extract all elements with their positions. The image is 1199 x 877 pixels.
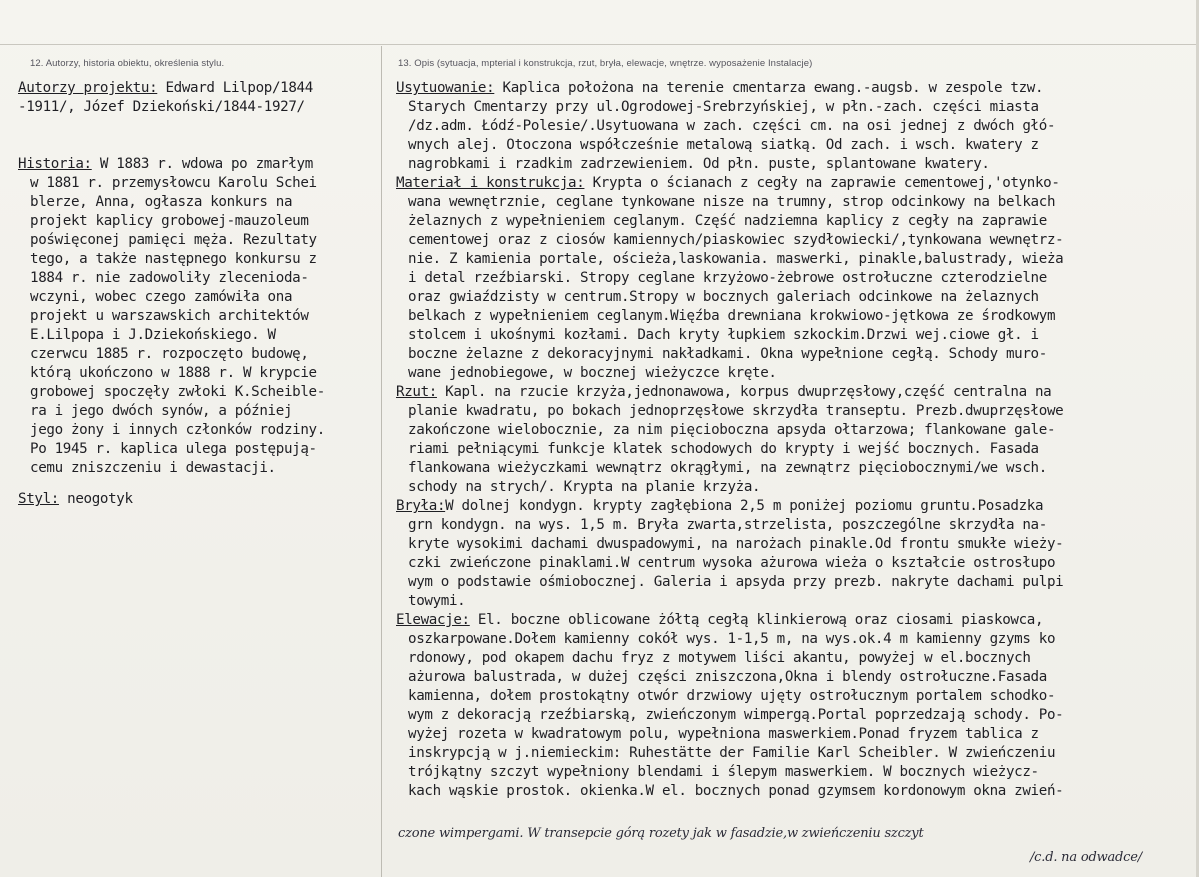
- style-value: neogotyk: [58, 491, 133, 507]
- material-paragraph: [396, 193, 1063, 383]
- handwritten-note: /c.d. na odwadce/: [1030, 850, 1142, 865]
- style-line: [18, 490, 325, 509]
- material-line: boczne żelazne z dekoracyjnymi nakładkami. Okna wypełnione cegłą. Schody muro-: [408, 346, 1047, 362]
- plan-line: riami pełniącymi funkcje klatek schodowych do krypty i wejść bocznych. Fasada: [408, 441, 1039, 457]
- elevations-line: [396, 611, 1063, 630]
- material-line: belkach z wypełnieniem ceglanym.Więźba drewniana krokwiowo-jętkowa ze środkowym: [408, 308, 1056, 324]
- material-label: Materiał i konstrukcja:: [396, 175, 585, 191]
- left-column: [18, 79, 325, 509]
- material-line: wane jednobiegowe, w bocznej wieżyczce kręte.: [408, 365, 777, 381]
- elevations-line: ażurowa balustrada, w dużej części zniszczona,Okna i blendy ostrołuczne.Fasada: [408, 669, 1047, 685]
- location-line: nagrobkami i rzadkim zadrzewieniem. Od płn. puste, splantowane kwatery.: [408, 156, 990, 172]
- right-column: [396, 79, 1063, 801]
- location-line: [396, 79, 1063, 98]
- history-line: tego, a także następnego konkursu z: [30, 251, 317, 267]
- handwritten-continuation: czone wimpergami. W transepcie górą rozety jak w fasadzie,w zwieńczeniu szczyt: [398, 826, 924, 841]
- plan-line: planie kwadratu, po bokach jednoprzęsłowe skrzydła transeptu. Prezb.dwuprzęsłowe: [408, 403, 1064, 419]
- elevations-line: oszkarpowane.Dołem kamienny cokół wys. 1-1,5 m, na wys.ok.4 m kamienny gzyms ko: [408, 631, 1056, 647]
- material-line: i detal rzeźbiarski. Stropy ceglane krzyżowo-żebrowe ostrołuczne czterodzielne: [408, 270, 1047, 286]
- elevations-line: kamienna, dołem prostokątny otwór drzwiowy ujęty ostrołucznym portalem schodko-: [408, 688, 1056, 704]
- authors-text: Edward Lilpop/1844: [157, 80, 313, 96]
- plan-line: zakończone wielobocznie, za nim pięcioboczna apsyda ołtarzowa; flankowane gale-: [408, 422, 1056, 438]
- spacer: [18, 117, 325, 155]
- history-paragraph: [18, 174, 325, 478]
- plan-line: schody na strych/. Krypta na planie krzyża.: [408, 479, 761, 495]
- history-line: projekt kaplicy grobowej-mauzoleum: [30, 213, 309, 229]
- spacer: [18, 478, 325, 490]
- massing-line: towymi.: [408, 593, 466, 609]
- history-line: 1884 r. nie zadowoliły zleceniodа-: [30, 270, 309, 286]
- history-line: Po 1945 r. kaplica ulega postępują-: [30, 441, 317, 457]
- location-line: Starych Cmentarzy przy ul.Ogrodowej-Srebrzyńskiej, w płn.-zach. części miasta: [408, 99, 1039, 115]
- material-line: stolcem i ukośnymi kozłami. Dach kryty łupkiem szkockim.Drzwi wej.ciowe gł. i: [408, 327, 1039, 343]
- history-line: poświęconej pamięci męża. Rezultaty: [30, 232, 317, 248]
- history-line: ra i jego dwóch synów, a później: [30, 403, 293, 419]
- material-line: cementowej oraz z ciosów kamiennych/piaskowiec szydłowiecki/,tynkowana wewnętrz-: [408, 232, 1064, 248]
- history-line: w 1881 r. przemysłowcu Karolu Schei: [30, 175, 317, 191]
- plan-label: Rzut:: [396, 384, 437, 400]
- material-line: żelaznych z wypełnieniem ceglanym. Część nadziemna kaplicy z cegły na zaprawie: [408, 213, 1047, 229]
- massing-paragraph: [396, 516, 1063, 611]
- history-line: grobowej spoczęły zwłoki K.Scheible-: [30, 384, 325, 400]
- material-line: nie. Z kamienia portale, ościeża,laskowania. maswerki, pinakle,balustrady, wieża: [408, 251, 1064, 267]
- header-rule: [0, 44, 1199, 45]
- history-line: cemu zniszczeniu i dewastacji.: [30, 460, 276, 476]
- history-line: projekt u warszawskich architektów: [30, 308, 309, 324]
- left-section-header: 12. Autorzy, historia obiektu, określenia stylu.: [30, 58, 225, 69]
- elevations-line: wym z dekoracją rzeźbiarską, zwieńczonym wimpergą.Portal poprzedzają schody. Po-: [408, 707, 1064, 723]
- history-line: czerwcu 1885 r. rozpoczęto budowę,: [30, 346, 309, 362]
- elevations-text: El. boczne oblicowane żółtą cegłą klinkierową oraz ciosami piaskowca,: [469, 612, 1044, 628]
- massing-line: grn kondygn. na wys. 1,5 m. Bryła zwarta,strzelista, poszczególne skrzydła na-: [408, 517, 1047, 533]
- history-line: E.Lilpopa i J.Dziekońskiego. W: [30, 327, 276, 343]
- authors-line: [18, 79, 325, 98]
- history-line: wczyni, wobec czego zamówiła ona: [30, 289, 293, 305]
- elevations-line: trójkątny szczyt wypełniony blendami i ślepym maswerkiem. W bocznych wieżycz-: [408, 764, 1039, 780]
- elevations-line: inskrypcją w j.niemieckim: Ruhestätte der Familie Karl Scheibler. W zwieńczeniu: [408, 745, 1056, 761]
- elevations-paragraph: [396, 630, 1063, 801]
- plan-paragraph: [396, 402, 1063, 497]
- material-line: wana wewnętrznie, ceglane tynkowane nisze na trumny, strop odcinkowy na belkach: [408, 194, 1056, 210]
- elevations-line: wyżej rozeta w kwadratowym polu, wypełniona maswerkiem.Ponad fryzem tablica z: [408, 726, 1039, 742]
- location-label: Usytuowanie:: [396, 80, 495, 96]
- style-label: Styl:: [18, 491, 59, 507]
- right-section-header: 13. Opis (sytuacja, mpterial i konstrukcja, rzut, bryła, elewacje, wnętrze. wyposażenie Instalacje): [398, 58, 813, 69]
- history-line: blerze, Anna, ogłasza konkurs na: [30, 194, 293, 210]
- location-paragraph: [396, 98, 1063, 174]
- authors-label: Autorzy projektu:: [18, 80, 158, 96]
- massing-text: W dolnej kondygn. krypty zagłębiona 2,5 m poniżej poziomu gruntu.Posadzka: [445, 498, 1044, 514]
- location-line: /dz.adm. Łódź-Polesie/.Usytuowana w zach. części cm. na osi jednej z dwóch głó-: [408, 118, 1056, 134]
- elevations-label: Elewacje:: [396, 612, 470, 628]
- material-line: [396, 174, 1063, 193]
- location-text: Kaplica położona na terenie cmentarza ewang.-augsb. w zespole tzw.: [494, 80, 1044, 96]
- massing-line: wym o podstawie ośmiobocznej. Galeria i apsyda przy prezb. nakryte dachami pulpi: [408, 574, 1064, 590]
- column-divider: [381, 46, 382, 877]
- material-line: oraz gwiaździsty w centrum.Stropy w bocznych galeriach odcinkowe na żelaznych: [408, 289, 1039, 305]
- history-line: [18, 155, 325, 174]
- elevations-line: kach wąskie prostok. okienka.W el. bocznych ponad gzymsem kordonowym okna zwień-: [408, 783, 1064, 799]
- plan-line: flankowana wieżyczkami wewnątrz okrągłymi, na zewnątrz pięciobocznymi/we wsch.: [408, 460, 1047, 476]
- authors-line-2: -1911/, Józef Dziekoński/1844-1927/: [18, 99, 305, 115]
- location-line: wnych alej. Otoczona współcześnie metalową siatką. Od zach. i wsch. kwatery z: [408, 137, 1039, 153]
- history-text: W 1883 r. wdowa po zmarłym: [91, 156, 313, 172]
- massing-line: kryte wysokimi dachami dwuspadowymi, na narożach pinakle.Od frontu smukłe wieży-: [408, 536, 1064, 552]
- history-line: którą ukończono w 1888 r. W krypcie: [30, 365, 317, 381]
- history-label: Historia:: [18, 156, 92, 172]
- massing-line: [396, 497, 1063, 516]
- material-text: Krypta o ścianach z cegły na zaprawie cementowej,'otynko-: [584, 175, 1060, 191]
- massing-line: czki zwieńczone pinaklami.W centrum wysoka ażurowa wieża o kształcie ostrosłupo: [408, 555, 1056, 571]
- plan-text: Kapl. na rzucie krzyża,jednonawowa, korpus dwuprzęsłowy,część centralna na: [436, 384, 1052, 400]
- elevations-line: rdonowy, pod okapem dachu fryz z motywem liści akantu, powyżej w el.bocznych: [408, 650, 1031, 666]
- history-line: jego żony i innych członków rodziny.: [30, 422, 325, 438]
- massing-label: Bryła:: [396, 498, 446, 514]
- plan-line: [396, 383, 1063, 402]
